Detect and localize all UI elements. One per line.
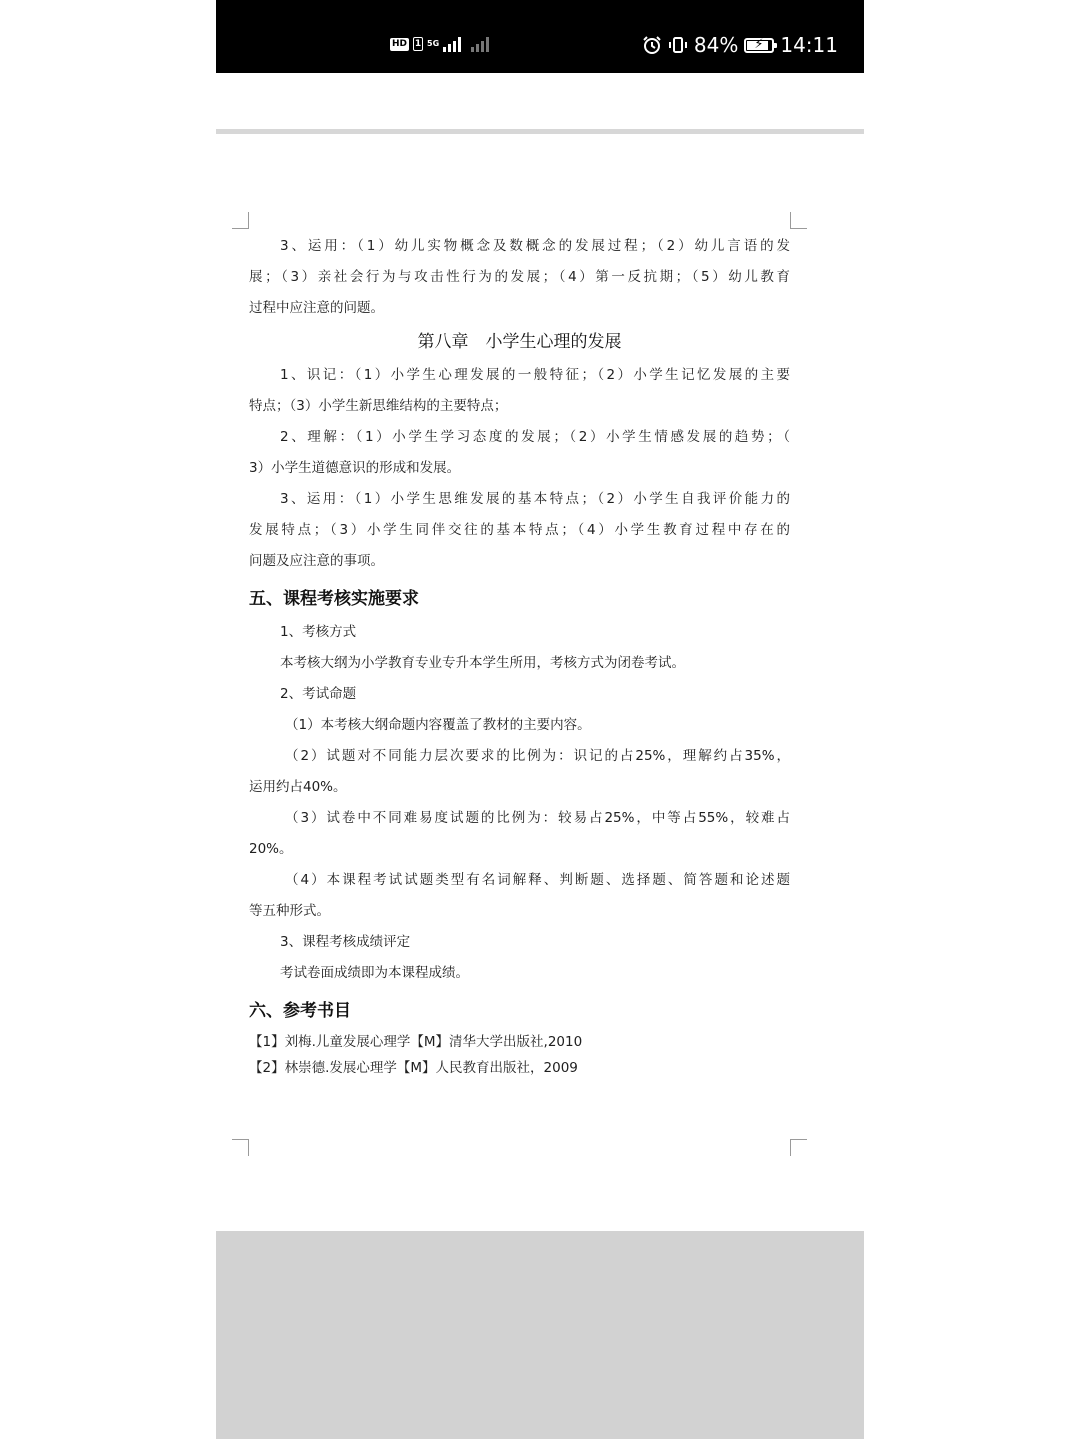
doc-line: （1）本考核大纲命题内容覆盖了教材的主要内容。	[285, 717, 591, 733]
document-page[interactable]	[249, 231, 790, 1081]
doc-line: 2、理解：（1）小学生学习态度的发展；（2）小学生情感发展的趋势；（	[280, 429, 790, 445]
doc-line: 3、运用：（1）小学生思维发展的基本特点；（2）小学生自我评价能力的	[280, 491, 790, 507]
doc-line: 展；（3）亲社会行为与攻击性行为的发展；（4）第一反抗期；（5）幼儿教育	[249, 269, 790, 285]
signal-icon	[443, 36, 461, 52]
network-type-label: 5G	[427, 39, 440, 48]
doc-line: 发展特点；（3）小学生同伴交往的基本特点；（4）小学生教育过程中存在的	[249, 522, 790, 538]
doc-line: 1、识记：（1）小学生心理发展的一般特征；（2）小学生记忆发展的主要	[280, 367, 790, 383]
viewer-background	[216, 1231, 864, 1439]
page-corner-mark-bottom-right	[790, 1139, 807, 1156]
hd-badge: HD	[392, 38, 408, 49]
doc-line: 运用约占40%。	[249, 779, 347, 795]
doc-line: 2、考试命题	[280, 686, 357, 702]
doc-line: 20%。	[249, 841, 293, 857]
clock: 14:11	[780, 33, 838, 57]
doc-line: 过程中应注意的问题。	[249, 300, 384, 316]
page-corner-mark-bottom-left	[232, 1139, 249, 1156]
doc-line: 问题及应注意的事项。	[249, 553, 384, 569]
phone-screen	[216, 0, 864, 1439]
doc-line: 考试卷面成绩即为本课程成绩。	[280, 965, 469, 981]
reference-item: 【1】刘梅.儿童发展心理学【M】清华大学出版社,2010	[249, 1034, 583, 1050]
doc-line: 等五种形式。	[249, 903, 330, 919]
doc-line: （2）试题对不同能力层次要求的比例为：识记的占25%，理解约占35%，	[285, 748, 790, 764]
battery-percent: 84%	[693, 33, 739, 57]
page-corner-mark-top-left	[232, 212, 249, 229]
signal-secondary-icon	[471, 36, 489, 52]
battery-icon	[744, 38, 774, 53]
doc-line: （3）试卷中不同难易度试题的比例为：较易占25%，中等占55%，较难占	[285, 810, 790, 826]
status-bar	[216, 0, 864, 73]
section-title: 六、参考书目	[249, 1001, 351, 1021]
page-corner-mark-top-right	[790, 212, 807, 229]
chapter-title: 第八章 小学生心理的发展	[417, 332, 622, 352]
status-left-group	[390, 36, 489, 52]
reference-item: 【2】林崇德.发展心理学【M】人民教育出版社，2009	[249, 1060, 578, 1076]
doc-line: 1、考核方式	[280, 624, 357, 640]
doc-line: 特点；（3）小学生新思维结构的主要特点；	[249, 398, 508, 414]
toolbar-divider	[216, 129, 864, 134]
section-title: 五、课程考核实施要求	[249, 589, 419, 609]
status-right-group	[642, 33, 838, 57]
sim-badge: 1	[414, 39, 422, 49]
doc-line: 3）小学生道德意识的形成和发展。	[249, 460, 461, 476]
alarm-icon	[642, 35, 662, 55]
charging-bolt-icon: ⚡	[754, 36, 764, 52]
doc-line: 3、运用：（1）幼儿实物概念及数概念的发展过程；（2）幼儿言语的发	[280, 238, 790, 254]
vibrate-icon	[668, 35, 688, 55]
doc-line: 本考核大纲为小学教育专业专升本学生所用，考核方式为闭卷考试。	[280, 655, 685, 671]
doc-line: （4）本课程考试试题类型有名词解释、判断题、选择题、简答题和论述题	[285, 872, 790, 888]
doc-line: 3、课程考核成绩评定	[280, 934, 411, 950]
